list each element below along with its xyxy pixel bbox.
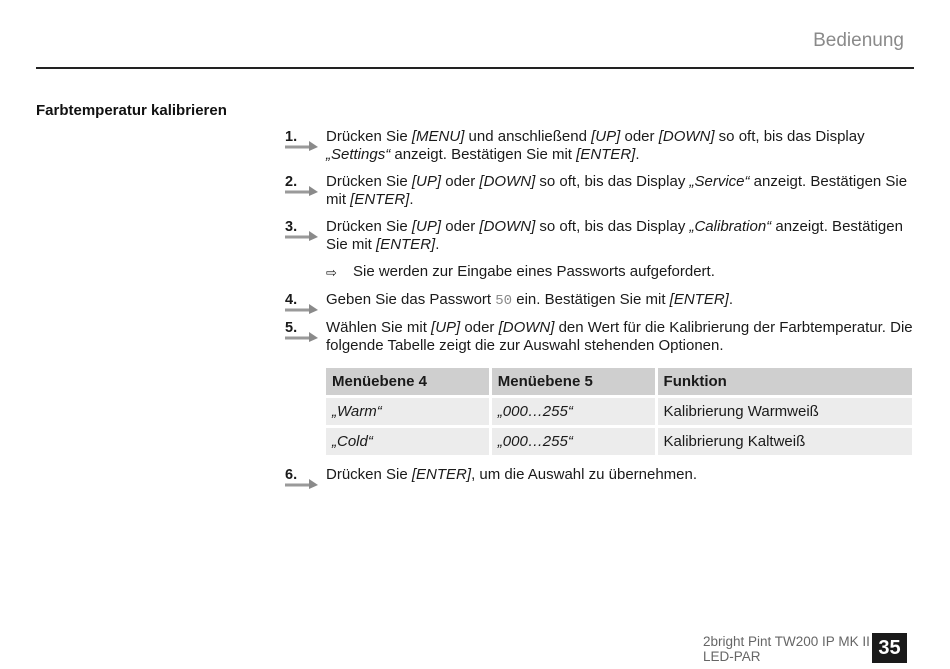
text-run: . [435, 236, 440, 253]
text-run: . [728, 291, 734, 308]
cell-value: „000…255“ [497, 433, 573, 450]
step-2 [285, 173, 915, 209]
step-text [326, 218, 915, 254]
result-text: Sie werden zur Eingabe eines Passworts aufgefordert. [353, 263, 715, 280]
result-arrow-icon: ⇨ [326, 265, 337, 280]
page-header-title: Bedienung [813, 30, 904, 51]
footer-model-line: LED-PAR [703, 649, 761, 664]
text-run: Drücken Sie [326, 173, 412, 190]
table-cell [326, 398, 489, 425]
step-text [326, 173, 915, 209]
text-run: den Wert für die Kalibrierung der Farbtemperatur. Die folgende Tabelle zeigt die zur Auswahl stehenden Optionen. [326, 319, 913, 354]
step-3 [285, 218, 915, 254]
instruction-steps [285, 128, 915, 493]
text-run: oder [441, 173, 480, 190]
display-label: „Settings“ [326, 146, 391, 163]
key-label: [MENU] [411, 128, 465, 145]
options-table [323, 365, 915, 458]
step-4 [285, 291, 915, 310]
key-label: [UP] [411, 218, 442, 235]
table-row [326, 428, 912, 455]
text-run: oder [620, 128, 659, 145]
step-5 [285, 319, 915, 355]
key-label: [ENTER] [576, 146, 636, 163]
key-label: [DOWN] [479, 173, 536, 190]
text-run: so oft, bis das Display [714, 128, 865, 145]
table-header-cell: Menüebene 5 [492, 368, 655, 395]
step-3-result [326, 263, 915, 281]
step-arrow-icon [285, 332, 319, 342]
table-cell: Kalibrierung Kaltweiß [658, 428, 912, 455]
text-run: Drücken Sie [326, 128, 412, 145]
text-run: so oft, bis das Display [535, 173, 690, 190]
table-cell [326, 428, 489, 455]
text-run: oder [460, 319, 499, 336]
display-label: „Calibration“ [689, 218, 772, 235]
page-number: 35 [872, 633, 907, 663]
table-cell [492, 398, 655, 425]
step-arrow-icon [285, 231, 319, 241]
text-run: Drücken Sie [326, 218, 412, 235]
key-label: [ENTER] [669, 291, 729, 308]
table-header-row [326, 368, 912, 395]
step-text [326, 466, 915, 484]
step-number: 2. [285, 174, 298, 190]
cell-value: „000…255“ [497, 403, 573, 420]
step-arrow-icon [285, 479, 319, 489]
password-code: 50 [495, 293, 513, 309]
header-divider [36, 67, 914, 69]
text-run: anzeigt. Bestätigen Sie mit [326, 218, 903, 253]
text-run: Drücken Sie [326, 466, 412, 483]
step-text [326, 128, 915, 164]
step-6 [285, 466, 915, 484]
step-arrow-icon [285, 304, 319, 314]
table-header-cell: Funktion [658, 368, 912, 395]
text-run: anzeigt. Bestätigen Sie mit [326, 173, 908, 208]
text-run: , um die Auswahl zu übernehmen. [471, 466, 698, 483]
step-1 [285, 128, 915, 164]
step-arrow-icon [285, 141, 319, 151]
step-number: 5. [285, 320, 298, 336]
text-run: oder [441, 218, 480, 235]
table-header-cell: Menüebene 4 [326, 368, 489, 395]
step-arrow-icon [285, 186, 319, 196]
text-run: Wählen Sie mit [326, 319, 432, 336]
text-run: Geben Sie das Passwort [326, 291, 496, 308]
step-number: 3. [285, 219, 298, 235]
text-run: ein. Bestätigen Sie mit [512, 291, 670, 308]
cell-value: „Cold“ [332, 433, 373, 450]
cell-value: „Warm“ [332, 403, 382, 420]
footer-model-line: 2bright Pint TW200 IP MK II [703, 634, 870, 649]
step-number: 4. [285, 292, 298, 308]
step-number: 1. [285, 129, 298, 145]
key-label: [DOWN] [498, 319, 555, 336]
key-label: [ENTER] [376, 236, 436, 253]
step-text [326, 291, 915, 310]
table-cell [492, 428, 655, 455]
key-label: [ENTER] [350, 191, 410, 208]
step-number: 6. [285, 467, 298, 483]
text-run: . [409, 191, 414, 208]
key-label: [DOWN] [479, 218, 536, 235]
step-text [326, 319, 915, 355]
key-label: [ENTER] [411, 466, 472, 483]
table-row [326, 398, 912, 425]
text-run: so oft, bis das Display [535, 218, 690, 235]
text-run: und anschließend [464, 128, 592, 145]
text-run: . [635, 146, 640, 163]
table-cell: Kalibrierung Warmweiß [658, 398, 912, 425]
footer-product-name [703, 634, 870, 664]
text-run: anzeigt. Bestätigen Sie mit [390, 146, 577, 163]
key-label: [DOWN] [658, 128, 715, 145]
key-label: [UP] [591, 128, 621, 145]
key-label: [UP] [411, 173, 442, 190]
section-heading: Farbtemperatur kalibrieren [36, 102, 227, 119]
key-label: [UP] [431, 319, 461, 336]
display-label: „Service“ [689, 173, 750, 190]
